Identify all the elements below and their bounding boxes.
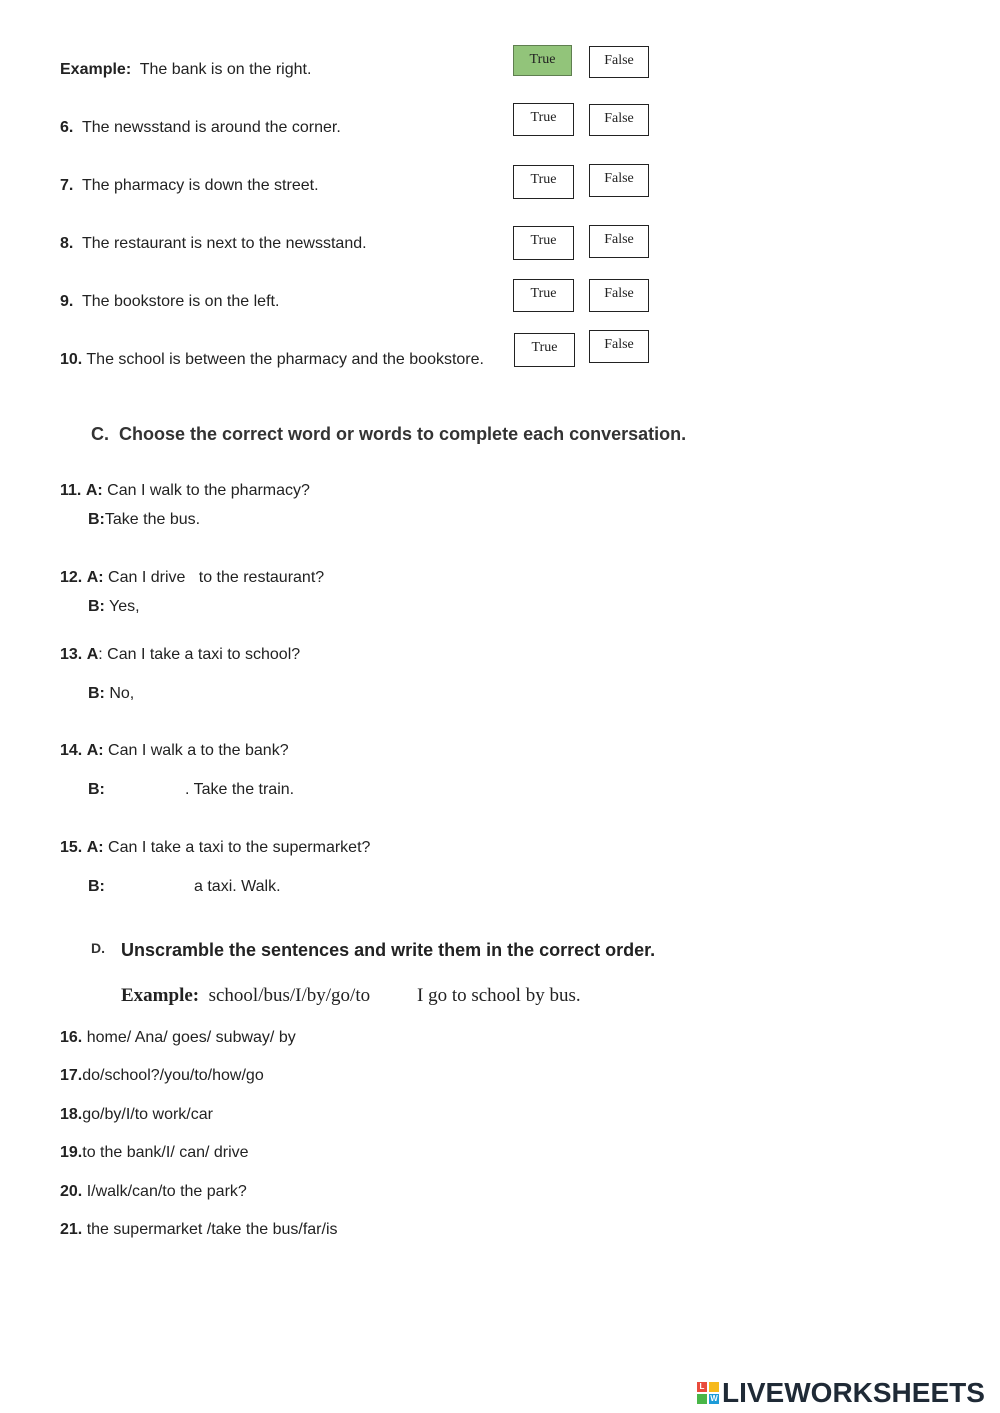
conv-14-b-label: B: bbox=[88, 781, 105, 798]
tf-item-8-number: 8. bbox=[60, 235, 74, 252]
conv-15-b-text: a taxi. Walk. bbox=[194, 878, 281, 895]
tf-item-6-number: 6. bbox=[60, 119, 74, 136]
conv-14-number: 14. bbox=[60, 742, 83, 759]
conv-13-number: 13. bbox=[60, 646, 83, 663]
tf-item-7-true-button[interactable]: True bbox=[513, 165, 574, 199]
section-d-example bbox=[121, 985, 370, 1007]
unscramble-17-number: 17. bbox=[60, 1067, 83, 1084]
section-d-heading bbox=[91, 940, 105, 958]
conv-15-number: 15. bbox=[60, 839, 83, 856]
conv-13-a-text: : Can I take a taxi to school? bbox=[98, 646, 301, 663]
tf-item-8-false-button[interactable]: False bbox=[589, 225, 649, 258]
section-d-example-label: Example: bbox=[121, 985, 200, 1006]
conv-11-b-text: Take the bus. bbox=[104, 511, 201, 528]
tf-item-8-true-button[interactable]: True bbox=[513, 226, 574, 260]
conv-11-b-label: B: bbox=[88, 511, 105, 528]
unscramble-item-21 bbox=[60, 1221, 338, 1239]
conv-13-b-label: B: bbox=[88, 685, 105, 702]
conv-12-b-label: B: bbox=[88, 598, 105, 615]
unscramble-19-text: to the bank/I/ can/ drive bbox=[82, 1144, 249, 1161]
tf-item-10-text: The school is between the pharmacy and the bookstore. bbox=[86, 351, 484, 368]
unscramble-17-text: do/school?/you/to/how/go bbox=[82, 1067, 264, 1084]
tf-item-10-number: 10. bbox=[60, 351, 83, 368]
tf-item-6-statement bbox=[60, 119, 341, 137]
unscramble-item-19 bbox=[60, 1144, 249, 1162]
tf-example-statement bbox=[60, 61, 311, 79]
logo-tile: W bbox=[710, 1394, 718, 1403]
tf-item-9-text: The bookstore is on the left. bbox=[81, 293, 280, 310]
tf-item-10-statement bbox=[60, 351, 484, 369]
unscramble-item-20 bbox=[60, 1183, 247, 1201]
tf-item-7-false-button[interactable]: False bbox=[589, 164, 649, 197]
tf-example-label: Example: bbox=[60, 61, 132, 78]
unscramble-20-text: I/walk/can/to the park? bbox=[86, 1183, 247, 1200]
tf-example-true-button[interactable]: True bbox=[513, 45, 572, 76]
tf-item-9-false-button[interactable]: False bbox=[589, 279, 649, 312]
unscramble-18-text: go/by/I/to work/car bbox=[82, 1106, 213, 1123]
tf-item-9-statement bbox=[60, 293, 279, 311]
tf-item-6-false-button[interactable]: False bbox=[589, 104, 649, 136]
conv-12-b-text: Yes, bbox=[109, 598, 140, 615]
unscramble-item-17 bbox=[60, 1067, 264, 1085]
conv-11-a-text: Can I walk to the pharmacy? bbox=[107, 482, 310, 499]
conv-14-a-line bbox=[60, 742, 289, 760]
tf-item-9-true-button[interactable]: True bbox=[513, 279, 574, 312]
tf-item-8-statement bbox=[60, 235, 367, 253]
tf-item-6-text: The newsstand is around the corner. bbox=[81, 119, 341, 136]
conv-12-a-text: Can I drive to the restaurant? bbox=[108, 569, 325, 586]
conv-15-b-label-wrap bbox=[88, 878, 105, 896]
section-c-title: Choose the correct word or words to complete each conversation. bbox=[119, 424, 687, 444]
section-d-example-scrambled: school/bus/I/by/go/to bbox=[208, 985, 371, 1006]
conv-14-b-text: . Take the train. bbox=[185, 781, 295, 798]
conv-12-a-label: A: bbox=[86, 569, 104, 586]
liveworksheets-logo[interactable] bbox=[697, 1377, 985, 1409]
unscramble-16-number: 16. bbox=[60, 1029, 83, 1046]
unscramble-21-number: 21. bbox=[60, 1221, 83, 1238]
conv-13-b-line bbox=[88, 685, 134, 703]
section-d-title-wrap bbox=[121, 940, 655, 961]
logo-tile-blank bbox=[697, 1394, 707, 1404]
tf-item-7-statement bbox=[60, 177, 319, 195]
section-c-letter: C. bbox=[91, 424, 109, 444]
conv-15-a-line bbox=[60, 839, 370, 857]
conv-11-b-line bbox=[88, 511, 200, 529]
section-d-letter: D. bbox=[91, 940, 105, 956]
conv-13-a-line bbox=[60, 646, 300, 664]
section-d-example-answer: I go to school by bus. bbox=[417, 985, 581, 1006]
unscramble-20-number: 20. bbox=[60, 1183, 83, 1200]
conv-12-b-line bbox=[88, 598, 140, 616]
tf-item-9-number: 9. bbox=[60, 293, 74, 310]
section-d-example-answer-wrap bbox=[417, 985, 581, 1007]
tf-item-10-false-button[interactable]: False bbox=[589, 330, 649, 363]
unscramble-item-16 bbox=[60, 1029, 296, 1047]
conv-14-a-text: Can I walk a to the bank? bbox=[108, 742, 289, 759]
conv-15-a-text: Can I take a taxi to the supermarket? bbox=[108, 839, 371, 856]
unscramble-21-text: the supermarket /take the bus/far/is bbox=[86, 1221, 338, 1238]
logo-tile: L bbox=[697, 1382, 707, 1392]
liveworksheets-logo-icon bbox=[697, 1382, 719, 1404]
conv-11-a-label: A: bbox=[85, 482, 103, 499]
section-c-heading bbox=[91, 424, 686, 445]
unscramble-item-18 bbox=[60, 1106, 213, 1124]
conv-15-b-text-wrap bbox=[194, 878, 281, 896]
tf-example-text: The bank is on the right. bbox=[139, 61, 312, 78]
conv-12-a-line bbox=[60, 569, 324, 587]
conv-14-b-text-wrap bbox=[185, 781, 294, 799]
logo-tile-blank bbox=[709, 1382, 719, 1392]
conv-15-a-label: A: bbox=[86, 839, 104, 856]
conv-14-b-label-wrap bbox=[88, 781, 105, 799]
conv-13-a-label: A bbox=[86, 646, 99, 663]
liveworksheets-logo-text: LIVEWORKSHEETS bbox=[722, 1377, 985, 1408]
tf-item-10-true-button[interactable]: True bbox=[514, 333, 575, 367]
conv-14-a-label: A: bbox=[86, 742, 104, 759]
unscramble-16-text: home/ Ana/ goes/ subway/ by bbox=[86, 1029, 296, 1046]
tf-item-8-text: The restaurant is next to the newsstand. bbox=[81, 235, 367, 252]
section-d-title: Unscramble the sentences and write them in the correct order. bbox=[121, 940, 656, 960]
conv-13-b-text: No, bbox=[109, 685, 135, 702]
conv-15-b-label: B: bbox=[88, 878, 105, 895]
conv-12-number: 12. bbox=[60, 569, 83, 586]
unscramble-19-number: 19. bbox=[60, 1144, 83, 1161]
conv-11-a-line bbox=[60, 482, 310, 500]
conv-11-number: 11. bbox=[60, 482, 82, 499]
tf-item-6-true-button[interactable]: True bbox=[513, 103, 574, 136]
unscramble-18-number: 18. bbox=[60, 1106, 83, 1123]
tf-item-7-text: The pharmacy is down the street. bbox=[81, 177, 319, 194]
tf-example-false-button[interactable]: False bbox=[589, 46, 649, 78]
tf-item-7-number: 7. bbox=[60, 177, 74, 194]
